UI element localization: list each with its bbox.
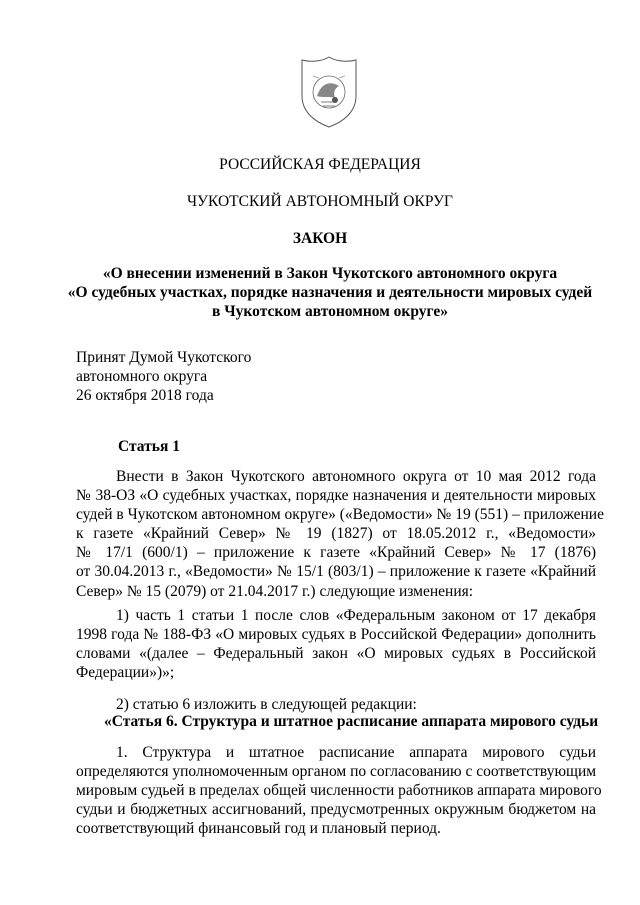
coat-of-arms-emblem xyxy=(299,56,359,128)
paragraph-line: Север» № 15 (2079) от 21.04.2017 г.) следующие изменения: xyxy=(76,582,474,600)
adoption-body-cont: автономного округа xyxy=(76,368,208,385)
paragraph-line: 2) статью 6 изложить в следующей редакции: xyxy=(116,696,417,713)
paragraph-line: № 17/1 (600/1) – приложение к газете «Крайний Север» № 17 (1876) xyxy=(76,544,596,562)
adoption-date: 26 октября 2018 года xyxy=(76,387,214,404)
federation-heading: РОССИЙСКАЯ ФЕДЕРАЦИЯ xyxy=(219,156,421,173)
region-heading: ЧУКОТСКИЙ АВТОНОМНЫЙ ОКРУГ xyxy=(186,193,454,210)
paragraph-line: словами «(далее – Федеральный закон «О мировых судьях в Российской xyxy=(76,645,596,663)
paragraph-line: судьи и бюджетных ассигнований, предусмотренных окружным бюджетом на xyxy=(76,801,596,819)
article-6-point-1 xyxy=(76,743,602,838)
paragraph-line: 1998 года № 188-ФЗ «О мировых судьях в Российской Федерации» дополнить xyxy=(76,626,596,644)
document-type-heading: ЗАКОН xyxy=(292,230,348,247)
article-6-heading: «Статья 6. Структура и штатное расписание аппарата мирового судьи xyxy=(104,713,599,730)
law-title-line: «О судебных участках, порядке назначения и деятельности мировых судей xyxy=(67,284,593,301)
paragraph-line: от 30.04.2013 г., «Ведомости» № 15/1 (803/1) – приложение к газете «Крайний xyxy=(76,563,596,581)
law-title-line: в Чукотском автономном округе» xyxy=(212,303,448,320)
paragraph-line: Федерации»)»; xyxy=(76,664,175,682)
article-1-heading: Статья 1 xyxy=(118,438,180,455)
amendment-item-1 xyxy=(76,606,596,682)
paragraph-line: судей в Чукотском автономном округе» («Ведомости» № 19 (551) – приложение xyxy=(76,506,604,524)
paragraph-line: к газете «Крайний Север» № 19 (1827) от 18.05.2012 г., «Ведомости» xyxy=(76,525,596,543)
adoption-body: Принят Думой Чукотского xyxy=(76,349,252,366)
adoption-info xyxy=(76,348,251,405)
paragraph-line: № 38-ОЗ «О судебных участках, порядке назначения и деятельности мировых xyxy=(76,487,596,505)
paragraph-line: 1) часть 1 статьи 1 после слов «Федеральным законом от 17 декабря xyxy=(116,607,596,624)
paragraph-line: соответствующий финансовый год и плановый период. xyxy=(76,820,441,838)
law-title-line: «О внесении изменений в Закон Чукотского автономного округа xyxy=(102,265,558,282)
paragraph-line: мировым судьей в пределах общей численности работников аппарата мирового xyxy=(76,782,602,800)
article-1-intro-paragraph xyxy=(76,467,604,601)
paragraph-line: Внести в Закон Чукотского автономного округа от 10 мая 2012 года xyxy=(116,468,596,485)
paragraph-line: определяются уполномоченным органом по согласованию с соответствующим xyxy=(76,763,597,781)
paragraph-line: 1. Структура и штатное расписание аппарата мирового судьи xyxy=(116,744,596,761)
law-title xyxy=(60,264,600,321)
